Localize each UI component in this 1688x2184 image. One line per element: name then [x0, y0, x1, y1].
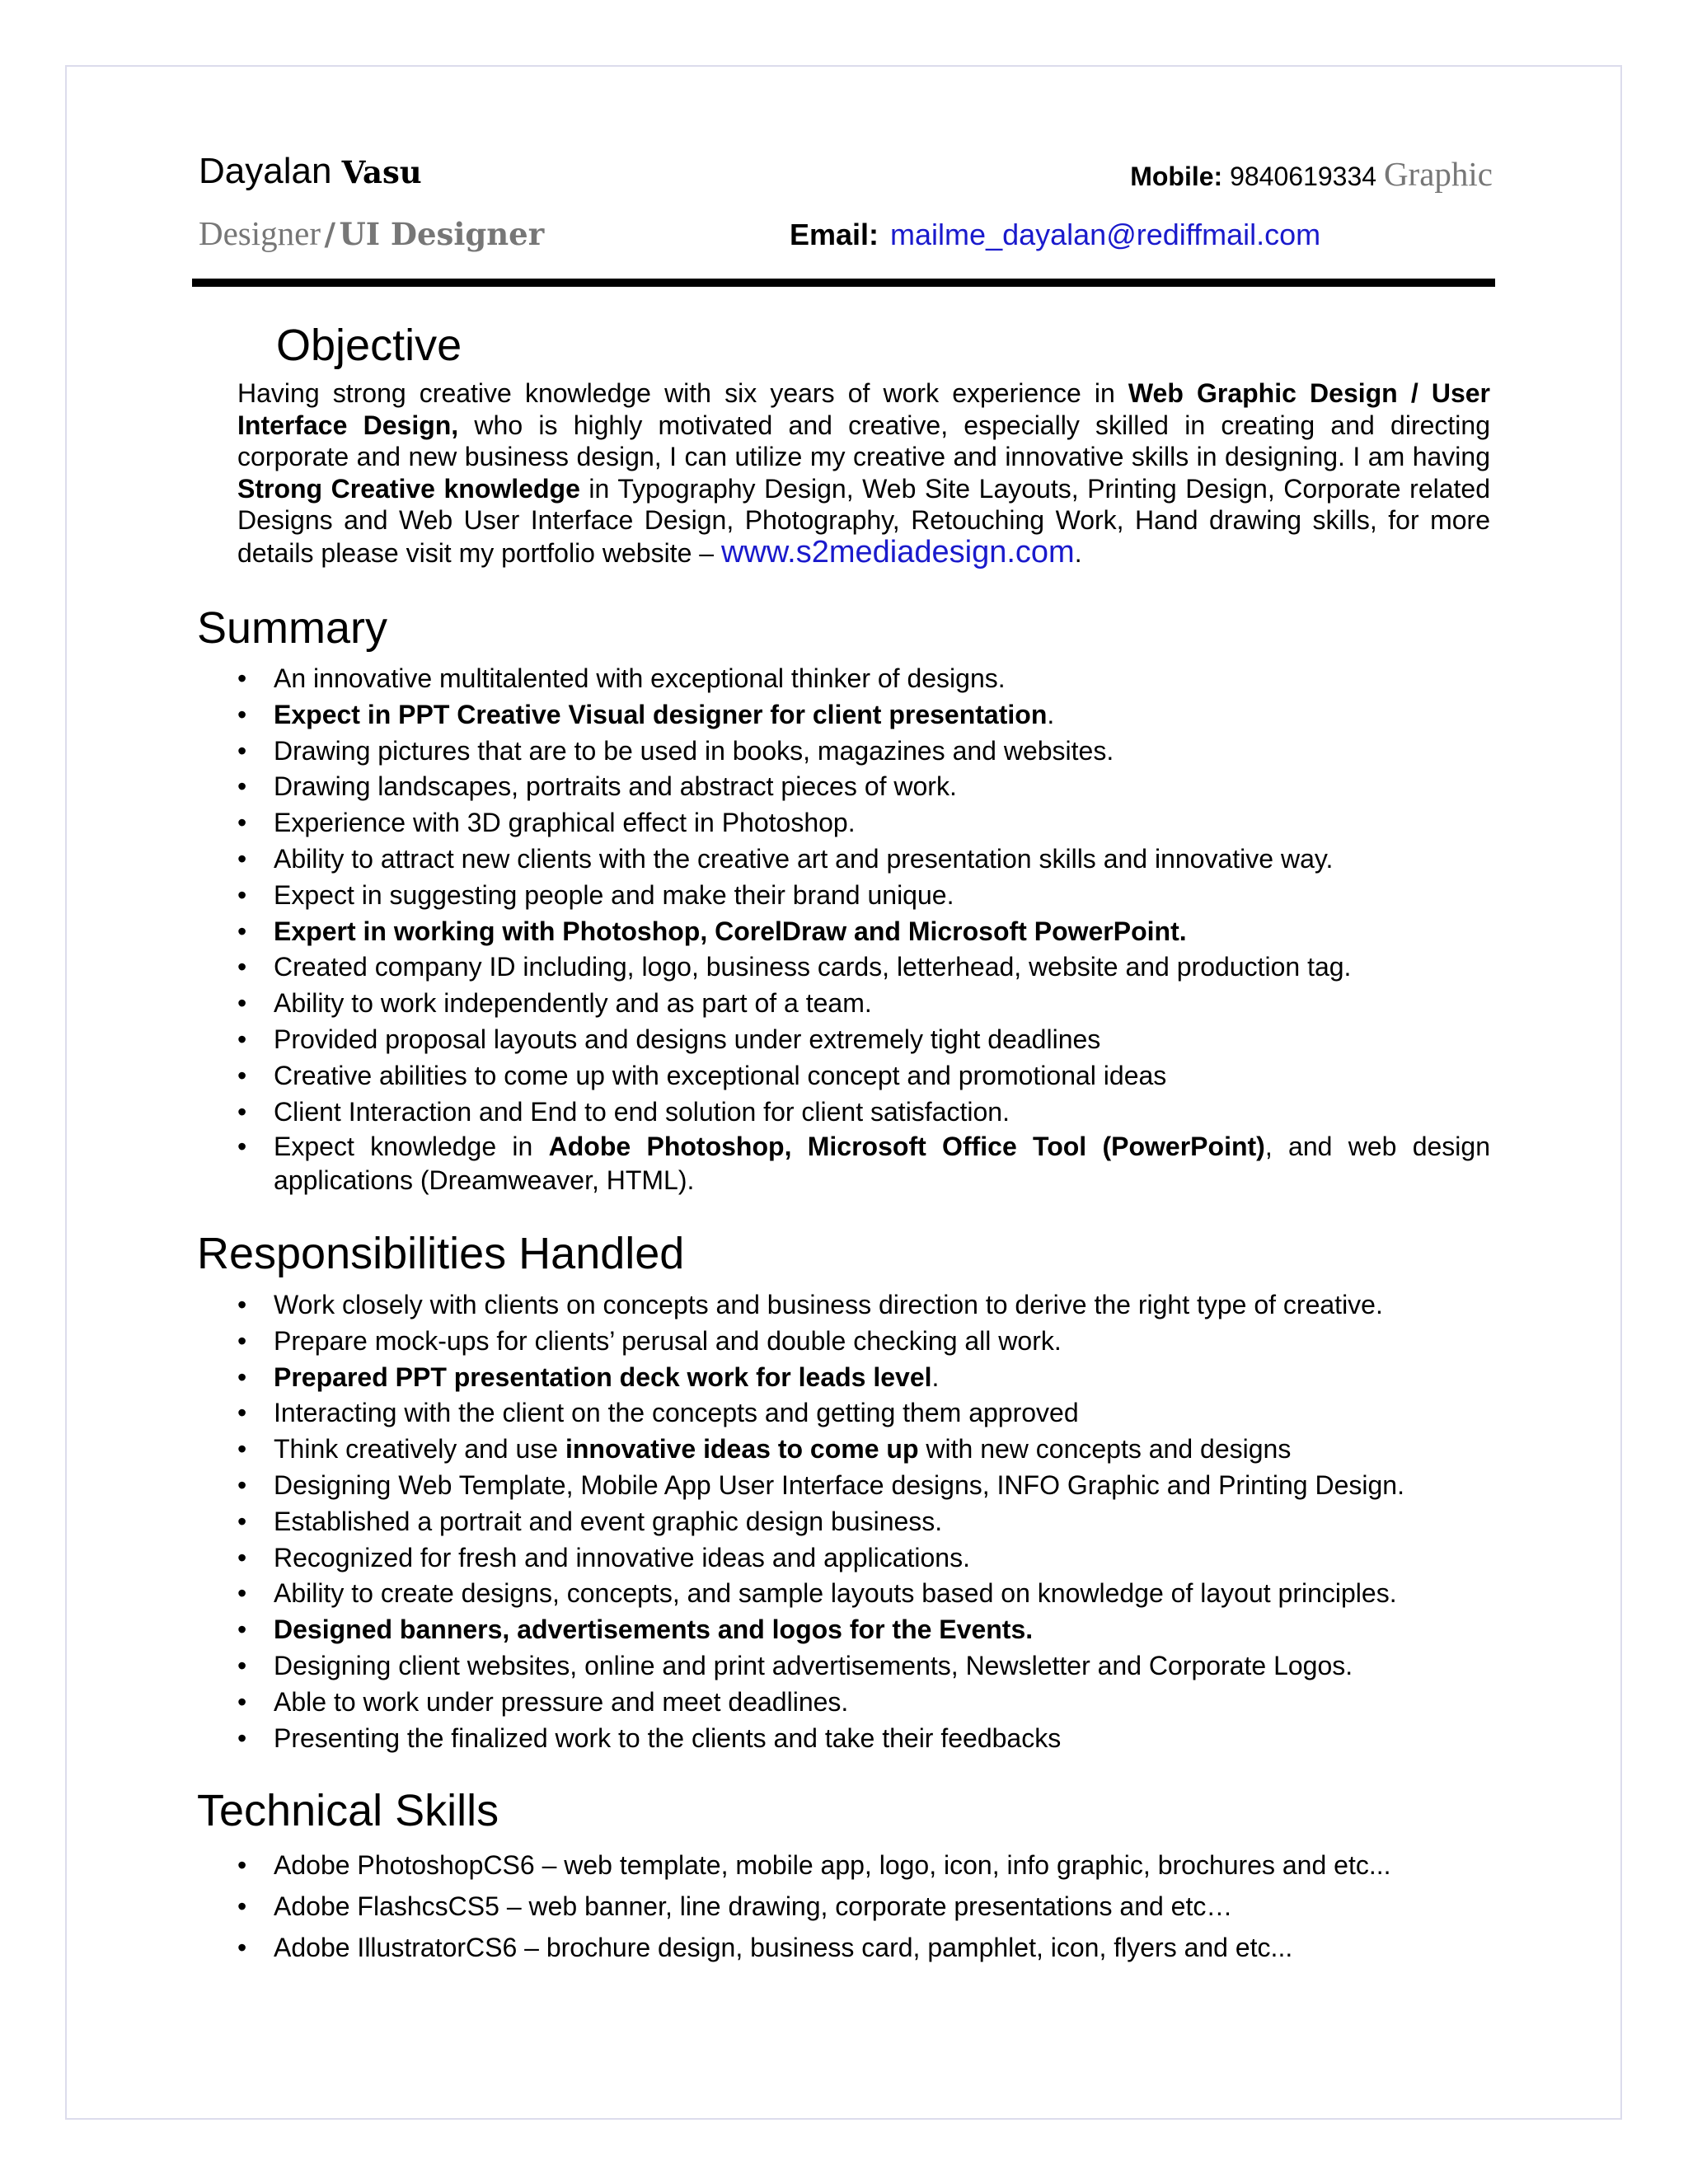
item-text: , and web design applications (Dreamweaver, HTML). [274, 1132, 1491, 1196]
mobile-line [1130, 154, 1493, 194]
objective-heading: Objective [276, 321, 462, 370]
list-item [237, 949, 1490, 986]
item-text: Adobe IllustratorCS6 – brochure design, business card, pamphlet, icon, flyers and etc... [274, 1933, 1293, 1962]
bullet: • [237, 771, 247, 802]
bullet: • [237, 735, 247, 766]
bullet: • [237, 663, 247, 693]
item-text: Able to work under pressure and meet deadlines. [274, 1686, 849, 1717]
skills-list [237, 1844, 1490, 1968]
item-bold: Designed banners, advertisements and logos for the Events. [274, 1615, 1034, 1645]
bullet: • [237, 1434, 247, 1465]
list-item [237, 878, 1490, 914]
objective-text-3: in Typography Design, Web Site Layouts, Printing Design, Corporate related Designs and Web User Interface Design, Photography, Retouching Work, Hand drawing skills, for more details please visit my portfolio website – [237, 473, 1491, 568]
bullet: • [237, 1325, 247, 1356]
list-item [237, 914, 1490, 950]
list-item [237, 986, 1490, 1022]
summary-list [237, 661, 1490, 1197]
responsibilities-heading: Responsibilities Handled [197, 1229, 685, 1278]
item-text: with new concepts and designs [918, 1434, 1292, 1465]
bullet: • [237, 699, 247, 729]
item-text: Designing client websites, online and print advertisements, Newsletter and Corporate Logos. [274, 1650, 1353, 1680]
objective-text-2: who is highly motivated and creative, especially skilled in creating and directing corporate and new business design, I can utilize my creative and innovative skills in designing. I am having [237, 410, 1491, 471]
item-bold: Adobe Photoshop, Microsoft Office Tool (PowerPoint) [548, 1132, 1265, 1162]
bullet: • [237, 1686, 247, 1717]
item-text: . [1047, 699, 1055, 729]
list-item [237, 1612, 1490, 1648]
title-graphic: Graphic [1383, 155, 1493, 193]
list-item [237, 1432, 1490, 1468]
bullet: • [237, 1850, 247, 1880]
item-text: Ability to create designs, concepts, and sample layouts based on knowledge of layout principles. [274, 1578, 1397, 1609]
list-item [237, 1287, 1490, 1324]
bullet: • [237, 1542, 247, 1572]
item-bold: innovative ideas to come up [565, 1434, 919, 1465]
objective-text-1: Having strong creative knowledge with six years of work experience in [237, 378, 1128, 408]
name-first: Dayalan [199, 151, 332, 191]
item-text: An innovative multitalented with exceptional thinker of designs. [274, 663, 1006, 693]
bullet: • [237, 1398, 247, 1428]
item-text: Work closely with clients on concepts and business direction to derive the right type of creative. [274, 1290, 1383, 1319]
list-item [237, 1844, 1490, 1886]
item-text: Adobe PhotoshopCS6 – web template, mobile app, logo, icon, info graphic, brochures and etc... [274, 1850, 1391, 1880]
objective-bold-2: Strong Creative knowledge [237, 473, 580, 504]
header-divider [192, 279, 1495, 287]
bullet: • [237, 1024, 247, 1054]
bullet: • [237, 1615, 247, 1645]
list-item [237, 769, 1490, 805]
list-item [237, 697, 1490, 733]
item-text: Expect in suggesting people and make their brand unique. [274, 879, 954, 910]
item-text: Designing Web Template, Mobile App User Interface designs, INFO Graphic and Printing Design. [274, 1469, 1404, 1500]
item-text: Experience with 3D graphical effect in Photoshop. [274, 808, 856, 838]
responsibilities-list [237, 1287, 1490, 1756]
list-item [237, 1022, 1490, 1058]
list-item [237, 1721, 1490, 1757]
list-item [237, 1360, 1490, 1396]
list-item [237, 1685, 1490, 1721]
objective-bold-1: Web Graphic Design / User Interface Design, [237, 378, 1491, 440]
item-text: Creative abilities to come up with exceptional concept and promotional ideas [274, 1060, 1167, 1090]
candidate-name [199, 151, 422, 192]
list-item [237, 1648, 1490, 1685]
bullet: • [237, 988, 247, 1019]
title-designer: Designer [199, 214, 321, 252]
bullet: • [237, 1132, 247, 1162]
bullet: • [237, 1361, 247, 1392]
bullet: • [237, 1060, 247, 1090]
bullet: • [237, 879, 247, 910]
list-item [237, 1468, 1490, 1504]
item-bold: Prepared PPT presentation deck work for leads level [274, 1361, 932, 1392]
list-item [237, 1576, 1490, 1612]
list-item [237, 1540, 1490, 1577]
bullet: • [237, 1722, 247, 1753]
list-item [237, 1395, 1490, 1432]
bullet: • [237, 916, 247, 946]
job-title [199, 213, 544, 253]
email-link[interactable]: mailme_dayalan@rediffmail.com [890, 218, 1321, 251]
name-last: Vasu [341, 154, 422, 190]
item-text: Client Interaction and End to end solution for client satisfaction. [274, 1096, 1010, 1127]
bullet: • [237, 952, 247, 982]
item-text: Ability to work independently and as part of a team. [274, 988, 872, 1019]
list-item [237, 733, 1490, 770]
item-text: . [931, 1361, 940, 1392]
item-text: Interacting with the client on the concepts and getting them approved [274, 1398, 1079, 1428]
objective-paragraph [237, 377, 1490, 569]
email-line [790, 218, 1320, 252]
bullet: • [237, 1578, 247, 1609]
mobile-value: 9840619334 [1230, 162, 1377, 191]
item-bold: Expect in PPT Creative Visual designer for client presentation [274, 699, 1048, 729]
list-item [237, 1504, 1490, 1540]
item-text: Provided proposal layouts and designs under extremely tight deadlines [274, 1024, 1101, 1054]
list-item [237, 1058, 1490, 1094]
item-bold: Expert in working with Photoshop, CorelDraw and Microsoft PowerPoint. [274, 916, 1187, 946]
objective-end: . [1074, 537, 1082, 568]
list-item [237, 1094, 1490, 1131]
item-text: Drawing pictures that are to be used in books, magazines and websites. [274, 735, 1114, 766]
bullet: • [237, 1891, 247, 1921]
item-text: Prepare mock-ups for clients’ perusal and double checking all work. [274, 1325, 1062, 1356]
item-text: Created company ID including, logo, business cards, letterhead, website and production tag. [274, 952, 1352, 982]
bullet: • [237, 1933, 247, 1962]
list-item [237, 805, 1490, 841]
portfolio-link[interactable]: www.s2mediadesign.com [720, 534, 1075, 569]
list-item [237, 1927, 1490, 1968]
item-text: Recognized for fresh and innovative ideas and applications. [274, 1542, 970, 1572]
item-text: Expect knowledge in [274, 1132, 549, 1162]
item-text: Drawing landscapes, portraits and abstract pieces of work. [274, 771, 957, 802]
title-separator: / [324, 216, 335, 252]
bullet: • [237, 1469, 247, 1500]
summary-heading: Summary [197, 603, 388, 653]
list-item [237, 1886, 1490, 1927]
item-text: Adobe FlashcsCS5 – web banner, line drawing, corporate presentations and etc… [274, 1891, 1233, 1921]
list-item [237, 1324, 1490, 1360]
bullet: • [237, 1650, 247, 1680]
list-item [237, 661, 1490, 697]
skills-heading: Technical Skills [197, 1786, 499, 1835]
bullet: • [237, 808, 247, 838]
title-ui-designer: UI Designer [339, 216, 545, 252]
bullet: • [237, 1506, 247, 1536]
item-text: Presenting the finalized work to the clients and take their feedbacks [274, 1722, 1062, 1753]
bullet: • [237, 843, 247, 874]
bullet: • [237, 1290, 247, 1319]
item-text: Ability to attract new clients with the creative art and presentation skills and innovative way. [274, 843, 1334, 874]
list-item [237, 841, 1490, 878]
item-text: Think creatively and use [274, 1434, 565, 1465]
item-text: Established a portrait and event graphic design business. [274, 1506, 943, 1536]
mobile-label: Mobile: [1130, 162, 1223, 191]
list-item [237, 1130, 1490, 1197]
bullet: • [237, 1096, 247, 1127]
email-label: Email: [790, 218, 879, 251]
